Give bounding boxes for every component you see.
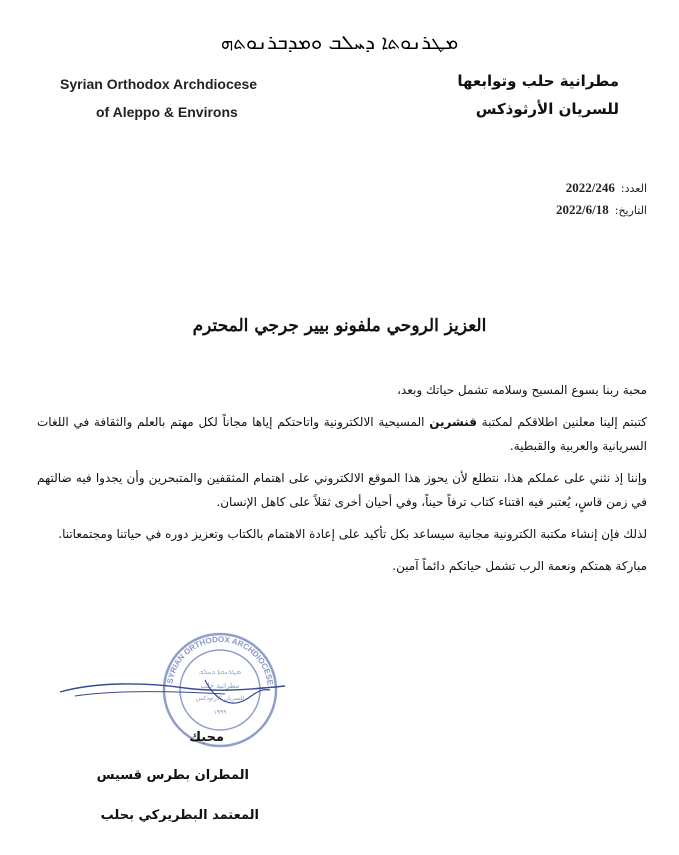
blessing-paragraph: مباركة همتكم ونعمة الرب تشمل حياتكم دائماً آمين.	[392, 559, 647, 573]
handwritten-signature	[55, 660, 295, 730]
stamp-inner-line-3: للسريان الأرثوذكس	[195, 695, 245, 702]
signature-closing: محبك	[189, 730, 224, 745]
body-paragraph-2: وإننا إذ نثني على عملكم هذا، نتطلع لأن يحوز هذا الموقع الالكتروني على اهتمام المثقفين والمتبحرين وأن يجدوا فيه ضالتهم في زمن قاسٍ، يُعتبر فيه اقتناء كتاب ترفاً حيناً، وفي أحيان أخرى ثقلاً على كاهل الإنسان.	[37, 471, 647, 509]
stamp-ring-text: SYRIAN ORTHODOX ARCHDIOCESE	[165, 634, 275, 686]
letter-body	[37, 378, 647, 586]
syriac-header: ܡܛܪܢܘܬܐ ܕܚܠܒ ܘܡܕܒܪܢܘܬܗ	[220, 30, 459, 54]
body-paragraph-1	[37, 410, 647, 458]
library-name: قنشرين	[429, 415, 477, 429]
greeting-paragraph: محبة ربنا يسوع المسيح وسلامه تشمل حياتك وبعد،	[397, 383, 647, 397]
stamp-inner-line-2: مطرانية حلب	[200, 682, 240, 690]
letter-date-value: 2022/6/18	[556, 202, 609, 217]
english-header-line-2: of Aleppo & Environs	[96, 104, 238, 120]
reference-number	[566, 180, 647, 196]
signatory-role: المعتمد البطريركي بحلب	[100, 808, 259, 823]
arabic-header-line-2: للسريان الأرثوذكس	[475, 100, 619, 118]
reference-number-value: 2022/246	[565, 180, 615, 195]
arabic-header-line-1: مطرانية حلب وتوابعها	[457, 72, 619, 90]
letter-date-label: التاريخ:	[614, 204, 647, 217]
letter-date	[556, 202, 647, 218]
body-paragraph-1-end: المسيحية الالكترونية واتاحتكم إياها مجاناً لكل مهتم بالعلم والثقافة في اللغات السريانية والعربية والقبطية.	[37, 415, 647, 453]
reference-number-label: العدد:	[620, 182, 647, 195]
body-paragraph-1-start: كتبتم إلينا معلنين اطلاقكم لمكتبة	[476, 415, 647, 429]
stamp-inner-line-1: ܡܛܪܢܘܬܐ ܕܚܠܒ	[198, 668, 242, 676]
letter-title: العزيز الروحي ملفونو بيير جرجي المحترم	[192, 316, 487, 336]
signatory-name: المطران بطرس قسيس	[96, 768, 249, 783]
body-paragraph-3: لذلك فإن إنشاء مكتبة الكترونية مجانية سيساعد بكل تأكيد على إعادة الاهتمام بالكتاب وتعزيز دوره في حياتنا ومجتمعاتنا.	[58, 527, 647, 541]
stamp-year: ١٩٩٩	[213, 709, 227, 716]
english-header-line-1: Syrian Orthodox Archdiocese	[60, 76, 258, 92]
